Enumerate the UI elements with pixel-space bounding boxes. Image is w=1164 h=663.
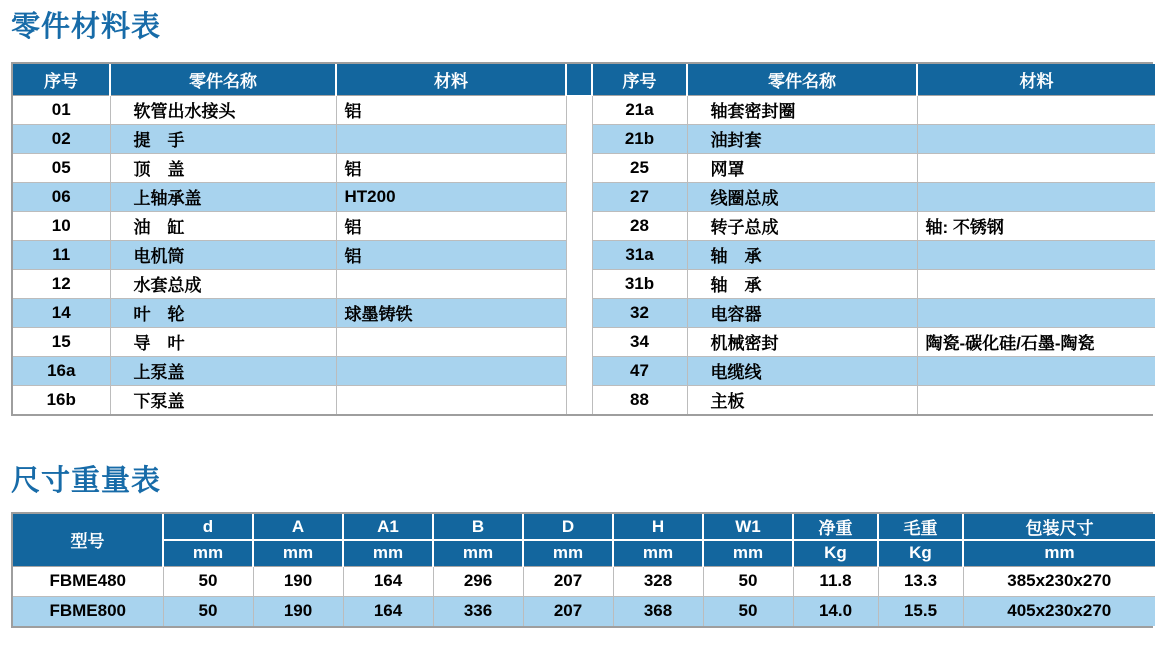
part-material-cell — [917, 240, 1155, 269]
dimension-column-label: 净重 — [793, 514, 878, 540]
parts-table-row — [13, 153, 1155, 182]
spacer-cell — [566, 95, 592, 124]
part-material-cell: 铝 — [336, 240, 566, 269]
spacer-cell — [566, 153, 592, 182]
dimension-column-unit: Kg — [793, 540, 878, 566]
part-name-cell: 主板 — [687, 385, 917, 414]
part-number-cell: 06 — [13, 182, 110, 211]
spacer-cell — [566, 124, 592, 153]
part-name-cell: 轴 承 — [687, 240, 917, 269]
part-name-cell: 转子总成 — [687, 211, 917, 240]
spacer-cell — [566, 327, 592, 356]
parts-table-row — [13, 211, 1155, 240]
parts-table-row — [13, 327, 1155, 356]
w1-value-cell: 50 — [703, 596, 793, 626]
part-name-cell: 机械密封 — [687, 327, 917, 356]
b-value-cell: 336 — [433, 596, 523, 626]
part-number-cell: 25 — [592, 153, 687, 182]
part-name-cell: 电机筒 — [110, 240, 336, 269]
d-value-cell: 50 — [163, 596, 253, 626]
part-name-cell: 电缆线 — [687, 356, 917, 385]
part-material-cell — [917, 153, 1155, 182]
parts-header-material-left: 材料 — [336, 64, 566, 95]
spacer-cell — [566, 385, 592, 414]
part-material-cell — [336, 327, 566, 356]
part-number-cell: 31b — [592, 269, 687, 298]
dimension-column-label: W1 — [703, 514, 793, 540]
part-name-cell: 轴套密封圈 — [687, 95, 917, 124]
dimension-column-label: 毛重 — [878, 514, 963, 540]
model-cell: FBME800 — [13, 596, 163, 626]
part-number-cell: 01 — [13, 95, 110, 124]
part-number-cell: 31a — [592, 240, 687, 269]
part-material-cell: 铝 — [336, 95, 566, 124]
dimension-column-label: A — [253, 514, 343, 540]
part-material-cell — [917, 298, 1155, 327]
parts-table-row — [13, 298, 1155, 327]
parts-table-row — [13, 240, 1155, 269]
part-material-cell — [917, 269, 1155, 298]
parts-material-table — [13, 64, 1155, 414]
a-value-cell: 190 — [253, 566, 343, 596]
parts-table-body — [13, 95, 1155, 414]
parts-header-material-right: 材料 — [917, 64, 1155, 95]
package-size-cell: 385x230x270 — [963, 566, 1155, 596]
gross-weight-cell: 13.3 — [878, 566, 963, 596]
package-size-cell: 405x230x270 — [963, 596, 1155, 626]
part-number-cell: 32 — [592, 298, 687, 327]
part-material-cell — [336, 124, 566, 153]
parts-table-header — [13, 64, 1155, 95]
parts-header-name-left: 零件名称 — [110, 64, 336, 95]
part-name-cell: 软管出水接头 — [110, 95, 336, 124]
parts-header-no-right: 序号 — [592, 64, 687, 95]
part-material-cell — [336, 385, 566, 414]
part-number-cell: 28 — [592, 211, 687, 240]
part-name-cell: 油 缸 — [110, 211, 336, 240]
dimensions-table-body — [13, 566, 1155, 626]
spacer-cell — [566, 182, 592, 211]
part-name-cell: 水套总成 — [110, 269, 336, 298]
dimensions-header-unit-row — [13, 540, 1155, 566]
part-name-cell: 叶 轮 — [110, 298, 336, 327]
parts-table-row — [13, 124, 1155, 153]
parts-table-row — [13, 95, 1155, 124]
dimensions-weight-table — [13, 514, 1155, 626]
part-number-cell: 11 — [13, 240, 110, 269]
part-number-cell: 14 — [13, 298, 110, 327]
model-header: 型号 — [13, 514, 163, 566]
dimension-column-unit: Kg — [878, 540, 963, 566]
spacer-cell — [566, 211, 592, 240]
parts-header-name-right: 零件名称 — [687, 64, 917, 95]
parts-table-frame — [11, 62, 1153, 416]
part-material-cell: 球墨铸铁 — [336, 298, 566, 327]
a-value-cell: 190 — [253, 596, 343, 626]
part-name-cell: 网罩 — [687, 153, 917, 182]
model-cell: FBME480 — [13, 566, 163, 596]
part-number-cell: 16a — [13, 356, 110, 385]
spacer-cell — [566, 298, 592, 327]
part-material-cell — [917, 95, 1155, 124]
dimensions-table-title: 尺寸重量表 — [11, 465, 162, 497]
dimension-column-unit: mm — [163, 540, 253, 566]
part-name-cell: 电容器 — [687, 298, 917, 327]
b-value-cell: 296 — [433, 566, 523, 596]
dimension-column-label: D — [523, 514, 613, 540]
w1-value-cell: 50 — [703, 566, 793, 596]
part-name-cell: 线圈总成 — [687, 182, 917, 211]
part-name-cell: 顶 盖 — [110, 153, 336, 182]
part-material-cell: 轴: 不锈钢 — [917, 211, 1155, 240]
net-weight-cell: 14.0 — [793, 596, 878, 626]
part-number-cell: 15 — [13, 327, 110, 356]
parts-table-row — [13, 385, 1155, 414]
part-name-cell: 下泵盖 — [110, 385, 336, 414]
part-material-cell: 陶瓷-碳化硅/石墨-陶瓷 — [917, 327, 1155, 356]
part-name-cell: 提 手 — [110, 124, 336, 153]
parts-header-spacer — [566, 64, 592, 95]
part-material-cell — [336, 269, 566, 298]
part-number-cell: 27 — [592, 182, 687, 211]
h-value-cell: 328 — [613, 566, 703, 596]
dimension-column-label: B — [433, 514, 523, 540]
part-number-cell: 12 — [13, 269, 110, 298]
part-material-cell: 铝 — [336, 153, 566, 182]
part-material-cell — [917, 124, 1155, 153]
parts-header-no-left: 序号 — [13, 64, 110, 95]
dimension-column-unit: mm — [963, 540, 1155, 566]
dimension-column-label: d — [163, 514, 253, 540]
dimension-column-unit: mm — [613, 540, 703, 566]
part-material-cell — [917, 182, 1155, 211]
d-value-cell: 50 — [163, 566, 253, 596]
dimensions-table-row — [13, 596, 1155, 626]
part-number-cell: 47 — [592, 356, 687, 385]
part-name-cell: 上轴承盖 — [110, 182, 336, 211]
dimensions-table-frame — [11, 512, 1153, 628]
d-cap-value-cell: 207 — [523, 596, 613, 626]
parts-table-title: 零件材料表 — [11, 11, 162, 43]
h-value-cell: 368 — [613, 596, 703, 626]
dimension-column-label: A1 — [343, 514, 433, 540]
part-name-cell: 上泵盖 — [110, 356, 336, 385]
part-name-cell: 导 叶 — [110, 327, 336, 356]
a1-value-cell: 164 — [343, 596, 433, 626]
dimensions-table-header — [13, 514, 1155, 566]
part-name-cell: 轴 承 — [687, 269, 917, 298]
parts-table-row — [13, 269, 1155, 298]
spacer-cell — [566, 356, 592, 385]
parts-table-row — [13, 182, 1155, 211]
part-material-cell — [917, 385, 1155, 414]
part-material-cell: HT200 — [336, 182, 566, 211]
parts-table-row — [13, 356, 1155, 385]
part-number-cell: 16b — [13, 385, 110, 414]
part-number-cell: 88 — [592, 385, 687, 414]
dimensions-table-row — [13, 566, 1155, 596]
a1-value-cell: 164 — [343, 566, 433, 596]
spacer-cell — [566, 240, 592, 269]
dimension-column-unit: mm — [703, 540, 793, 566]
spacer-cell — [566, 269, 592, 298]
part-number-cell: 10 — [13, 211, 110, 240]
net-weight-cell: 11.8 — [793, 566, 878, 596]
part-number-cell: 21b — [592, 124, 687, 153]
dimension-column-unit: mm — [523, 540, 613, 566]
part-name-cell: 油封套 — [687, 124, 917, 153]
d-cap-value-cell: 207 — [523, 566, 613, 596]
dimension-column-unit: mm — [253, 540, 343, 566]
dimensions-header-label-row — [13, 514, 1155, 540]
part-material-cell — [917, 356, 1155, 385]
dimension-column-unit: mm — [343, 540, 433, 566]
part-number-cell: 02 — [13, 124, 110, 153]
gross-weight-cell: 15.5 — [878, 596, 963, 626]
part-number-cell: 34 — [592, 327, 687, 356]
part-number-cell: 05 — [13, 153, 110, 182]
part-number-cell: 21a — [592, 95, 687, 124]
dimension-column-label: 包装尺寸 — [963, 514, 1155, 540]
dimension-column-unit: mm — [433, 540, 523, 566]
part-material-cell: 铝 — [336, 211, 566, 240]
dimension-column-label: H — [613, 514, 703, 540]
part-material-cell — [336, 356, 566, 385]
